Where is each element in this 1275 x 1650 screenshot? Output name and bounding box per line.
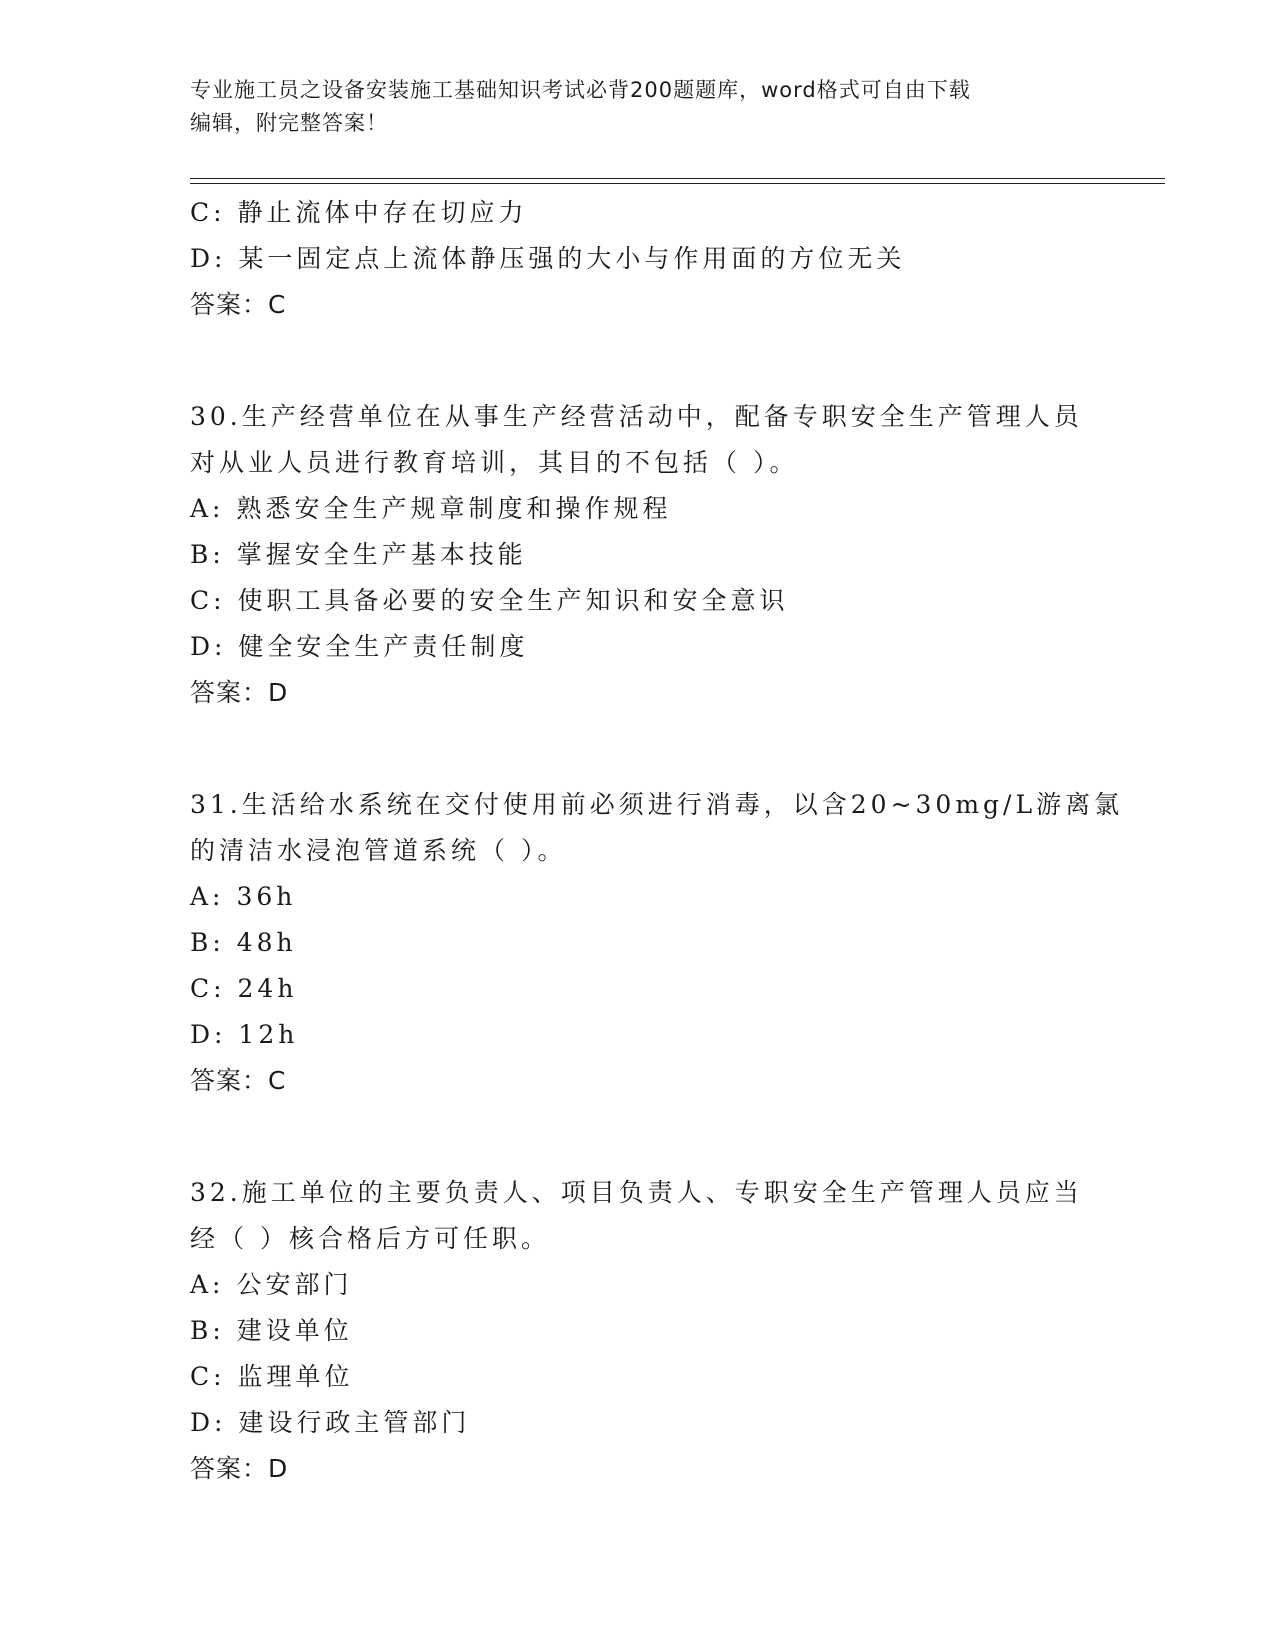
question-31: [190, 782, 1124, 1104]
option-label: B:: [190, 1316, 225, 1345]
option-text: 48h: [236, 928, 297, 957]
option-text: 建设单位: [236, 1316, 353, 1345]
option-text: 建设行政主管部门: [238, 1408, 471, 1437]
option-line: [190, 532, 1090, 578]
question-stem-line: 的清洁水浸泡管道系统（ ）。: [190, 836, 567, 865]
answer-line: [190, 1058, 1090, 1104]
previous-question-tail: [190, 190, 1090, 328]
answer-label: 答案：: [190, 1066, 269, 1095]
answer-line: [190, 670, 1090, 716]
header-divider-bottom: [190, 183, 1165, 184]
option-label: B:: [190, 928, 225, 957]
option-line: [190, 1012, 1090, 1058]
option-text: 12h: [238, 1020, 299, 1049]
option-text: 某一固定点上流体静压强的大小与作用面的方位无关: [238, 244, 906, 273]
option-text: 静止流体中存在切应力: [237, 198, 528, 227]
option-text: 监理单位: [237, 1362, 354, 1391]
answer-value: C: [268, 1066, 286, 1095]
question-stem-line: 30.生产经营单位在从事生产经营活动中，配备专职安全生产管理人员: [190, 402, 1083, 431]
answer-label: 答案：: [190, 678, 269, 707]
option-line: [190, 578, 1090, 624]
question-32: [190, 1170, 1090, 1492]
option-label: A:: [190, 882, 225, 911]
question-30: [190, 394, 1090, 716]
option-line: [190, 1400, 1090, 1446]
option-line: [190, 920, 1090, 966]
option-text: 使职工具备必要的安全生产知识和安全意识: [237, 586, 789, 615]
document-body: [190, 190, 1124, 1492]
option-label: D:: [190, 244, 227, 273]
option-label: D:: [190, 1408, 227, 1437]
header-divider-top: [190, 178, 1165, 179]
answer-label: 答案：: [190, 1454, 269, 1483]
option-line: [190, 1262, 1090, 1308]
answer-line: [190, 282, 1090, 328]
question-stem-line: 31.生活给水系统在交付使用前必须进行消毒，以含20~30mg/L游离氯: [190, 790, 1124, 819]
option-line: [190, 966, 1090, 1012]
document-header: [190, 74, 1090, 140]
option-line: [190, 236, 1090, 282]
question-stem-line: 经（ ）核合格后方可任职。: [190, 1224, 550, 1253]
option-label: A:: [190, 494, 225, 523]
option-text: 24h: [237, 974, 298, 1003]
option-text: 公安部门: [236, 1270, 353, 1299]
option-line: [190, 1308, 1090, 1354]
option-text: 36h: [236, 882, 297, 911]
option-label: D:: [190, 1020, 227, 1049]
option-label: D:: [190, 632, 227, 661]
question-stem-line: 32.施工单位的主要负责人、项目负责人、专职安全生产管理人员应当: [190, 1178, 1083, 1207]
answer-label: 答案：: [190, 290, 269, 319]
answer-line: [190, 1446, 1090, 1492]
answer-value: D: [268, 678, 288, 707]
header-line-1: 专业施工员之设备安装施工基础知识考试必背200题题库，word格式可自由下载: [190, 78, 971, 102]
option-line: [190, 1354, 1090, 1400]
option-label: C:: [190, 1362, 226, 1391]
option-label: B:: [190, 540, 225, 569]
option-label: C:: [190, 198, 226, 227]
header-line-2: 编辑，附完整答案！: [190, 111, 388, 135]
option-line: [190, 624, 1090, 670]
option-line: [190, 190, 1090, 236]
question-stem-line: 对从业人员进行教育培训，其目的不包括（ ）。: [190, 448, 799, 477]
answer-value: D: [268, 1454, 288, 1483]
option-text: 健全安全生产责任制度: [238, 632, 529, 661]
option-label: C:: [190, 974, 226, 1003]
option-label: C:: [190, 586, 226, 615]
option-line: [190, 874, 1090, 920]
option-text: 掌握安全生产基本技能: [236, 540, 527, 569]
option-text: 熟悉安全生产规章制度和操作规程: [236, 494, 672, 523]
answer-value: C: [268, 290, 286, 319]
option-line: [190, 486, 1090, 532]
option-label: A:: [190, 1270, 225, 1299]
